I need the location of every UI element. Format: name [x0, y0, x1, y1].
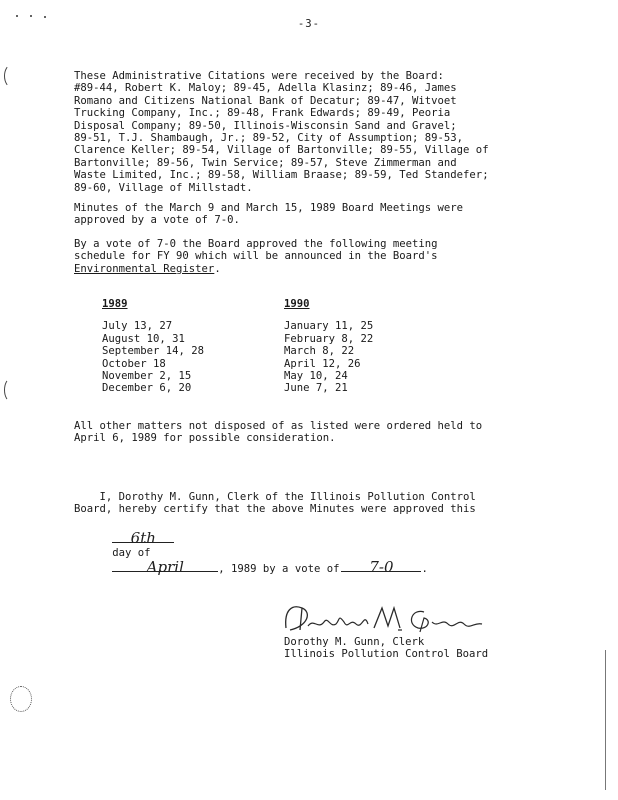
meeting-dates: November 2, 15	[102, 370, 192, 383]
text-line: All other matters not disposed of as listed were ordered held to	[74, 420, 483, 432]
handwritten-vote-blank	[341, 557, 421, 576]
text-line: #89-44, Robert K. Maloy; 89-45, Adella Klasinz; 89-46, James	[74, 82, 457, 95]
text-line: Environmental Register.	[74, 262, 221, 275]
schedule-column-1989	[102, 298, 272, 395]
signatory-title: Illinois Pollution Control Board	[284, 648, 489, 661]
text-line: Waste Limited, Inc.; 89-58, William Braase; 89-59, Ted Standefer;	[74, 169, 489, 182]
text-line: By a vote of 7-0 the Board approved the following meeting	[74, 238, 438, 250]
schedule-column-1990	[284, 298, 454, 395]
meeting-schedule-paragraph	[74, 238, 544, 275]
certification-fill-line: 6th day of April , 1989 by a vote of 7-0 .	[112, 528, 428, 576]
text-line: approved by a vote of 7-0.	[74, 214, 240, 227]
text-line: schedule for FY 90 which will be announced in the Board's	[74, 250, 438, 263]
meeting-dates: June 7, 21	[284, 382, 348, 395]
text-line: These Administrative Citations were received by the Board:	[74, 70, 444, 82]
meeting-dates: January 11, 25	[284, 320, 374, 333]
text-line: Trucking Company, Inc.; 89-48, Frank Edwards; 89-49, Peoria	[74, 107, 451, 120]
text-line: Romano and Citizens National Bank of Decatur; 89-47, Witvoet	[74, 94, 457, 107]
text-line: Bartonville; 89-56, Twin Service; 89-57, Steve Zimmerman and	[74, 156, 457, 169]
scan-speck	[16, 15, 18, 17]
administrative-citations-paragraph	[74, 70, 544, 194]
binder-hole-mark	[4, 378, 18, 402]
meeting-dates: September 14, 28	[102, 345, 205, 358]
text-line: 89-60, Village of Millstadt.	[74, 181, 253, 194]
signature-block	[284, 600, 544, 661]
text-line: Board, hereby certify that the above Minutes were approved this	[74, 503, 476, 516]
scan-edge-mark	[605, 650, 606, 790]
meeting-dates: March 8, 22	[284, 345, 355, 358]
text-line: I, Dorothy M. Gunn, Clerk of the Illinois Pollution Control	[74, 491, 476, 503]
certification-paragraph	[74, 491, 544, 588]
signatory-name: Dorothy M. Gunn, Clerk	[284, 636, 425, 648]
page-number: -3-	[297, 18, 321, 30]
text-line: April 6, 1989 for possible consideration.	[74, 432, 336, 445]
meeting-dates: February 8, 22	[284, 332, 374, 345]
text-line: 89-51, T.J. Shambaugh, Jr.; 89-52, City of Assumption; 89-53,	[74, 132, 464, 145]
text-line: Minutes of the March 9 and March 15, 1989 Board Meetings were	[74, 202, 464, 214]
meeting-dates: May 10, 24	[284, 370, 348, 383]
other-matters-paragraph	[74, 420, 544, 445]
handwritten-day: 6th	[130, 528, 156, 547]
handwritten-month: April	[146, 557, 184, 576]
meeting-dates: October 18	[102, 357, 166, 370]
meeting-dates: December 6, 20	[102, 382, 192, 395]
handwritten-month-blank	[112, 557, 218, 576]
environmental-register-reference: Environmental Register	[74, 262, 215, 275]
text-line: Clarence Keller; 89-54, Village of Bartonville; 89-55, Village of	[74, 144, 489, 157]
meeting-dates: August 10, 31	[102, 332, 185, 345]
binder-hole-mark	[4, 64, 20, 88]
minutes-approval-paragraph	[74, 202, 544, 227]
scan-speck	[30, 15, 32, 17]
handwritten-day-blank	[112, 528, 174, 547]
meeting-dates: July 13, 27	[102, 320, 173, 333]
year-heading: 1989	[102, 298, 128, 310]
handwritten-vote: 7-0	[369, 557, 394, 576]
meeting-dates: April 12, 26	[284, 357, 361, 370]
text-line: Disposal Company; 89-50, Illinois-Wisconsin Sand and Gravel;	[74, 119, 457, 132]
year-heading: 1990	[284, 298, 310, 310]
binder-hole-mark	[10, 686, 32, 712]
